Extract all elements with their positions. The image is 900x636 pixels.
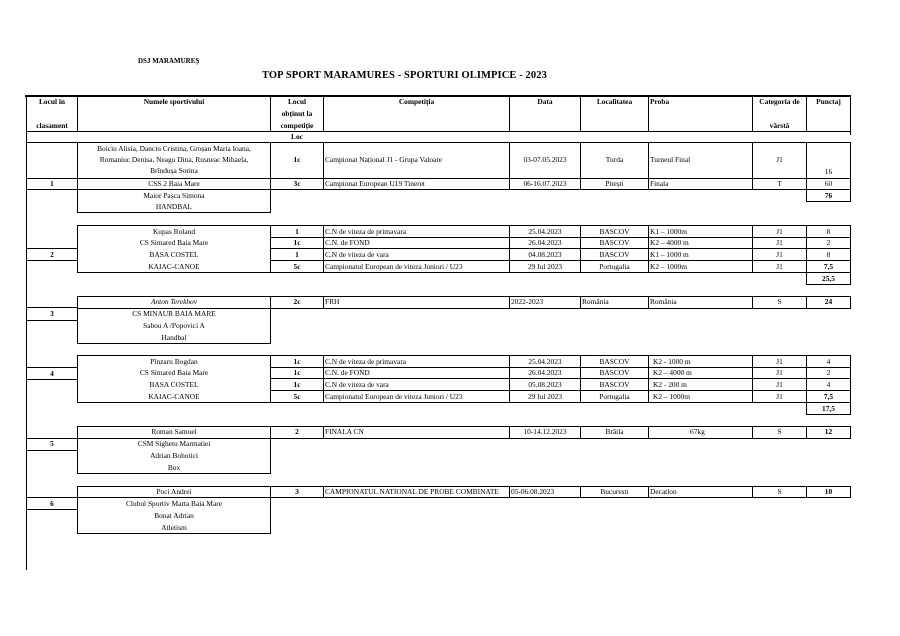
event-cell: K2 - 200 m	[653, 380, 687, 389]
place-cell: 1	[295, 250, 299, 259]
header-rank-line1: Locul în	[38, 97, 66, 106]
points-cell: 4	[826, 380, 831, 389]
date-cell: 26.04.2023	[528, 368, 562, 377]
sport-name: HANDBAL	[155, 202, 193, 211]
event-cell: K2 - 1000 m	[653, 357, 691, 366]
locality-cell: BASCOV	[599, 238, 630, 247]
club-name: CSM Sighetu Marmatiei	[137, 439, 211, 448]
competition-cell: C.N de viteza de primavara	[325, 227, 407, 236]
club-name: CS MINAUR BAIA MARE	[132, 309, 216, 318]
event-cell: Decatlon	[650, 487, 677, 496]
header-competition: Competiția	[398, 97, 435, 106]
date-cell: 2022-2023	[511, 297, 544, 306]
points-cell: 4	[826, 357, 831, 366]
club-name: Clubul Sportiv Marta Baia Mare	[125, 499, 223, 508]
header-athletes: Numele sportivului	[143, 97, 205, 106]
locality-cell: BASCOV	[599, 368, 630, 377]
points-cell: 60	[824, 179, 833, 188]
athlete-line: Roman Samuel	[151, 427, 197, 436]
header-points: Punctaj	[816, 97, 841, 106]
header-locality: Localitatea	[596, 97, 633, 106]
total-points: 25,5	[822, 274, 835, 283]
points-cell: 16	[824, 167, 833, 176]
athlete-line: Brîndușa Sorina	[150, 166, 198, 175]
date-cell: 29 Iul 2023	[527, 392, 563, 401]
club-name: CS Simared Baia Mare	[139, 368, 209, 377]
date-cell: 06-16.07.2023	[523, 179, 567, 188]
category-cell: T	[777, 179, 782, 188]
locality-cell: România	[582, 297, 609, 306]
points-cell: 2	[826, 238, 831, 247]
sport-name: Atletism	[161, 523, 187, 532]
event-cell: Turneul Final	[650, 155, 691, 164]
points-cell: 7,5	[823, 262, 834, 271]
date-cell: 25.04.2023	[528, 357, 562, 366]
competition-cell: C.N. de FOND	[325, 238, 370, 247]
category-cell: S	[777, 297, 782, 306]
points-cell: 2	[826, 368, 831, 377]
rank-cell: 5	[50, 439, 54, 448]
club-name: CSS 2 Baia Mare	[148, 179, 200, 188]
sport-name: Handbal	[161, 333, 187, 342]
coach-name: Sabou A /Popovici A	[143, 321, 205, 330]
points-cell: 8	[826, 227, 831, 236]
locality-cell: BASCOV	[599, 380, 630, 389]
athlete-line: Pînzaru Bogdan	[150, 357, 198, 366]
coach-name: BASA COSTEL	[149, 380, 199, 389]
rank-cell: 2	[50, 250, 54, 259]
competition-cell: C.N. de FOND	[325, 368, 370, 377]
total-points: 17,5	[822, 404, 835, 413]
date-cell: 04.08.2023	[528, 250, 562, 259]
category-cell: J1	[776, 380, 783, 389]
athlete-line: Kupas Roland	[152, 227, 196, 236]
header-category-line1: Categoria de	[759, 97, 800, 106]
header-date: Data	[537, 97, 553, 106]
athlete-line: Boiciu Alisia, Danciu Cristina, Groșan Maria Ioana,	[97, 144, 251, 153]
event-cell: K2 – 1000m	[653, 392, 690, 401]
athlete-line: Poci Andrei	[156, 487, 192, 496]
place-cell: 5c	[293, 392, 301, 401]
event-cell: 67kg	[690, 427, 705, 436]
points-cell: 24	[824, 297, 833, 306]
place-cell: 1c	[293, 155, 301, 164]
rank-cell: 3	[50, 309, 54, 318]
header-place-extra: Loc	[291, 132, 303, 141]
locality-cell: Portugalia	[599, 392, 630, 401]
header-rank-line2: clasament	[36, 121, 68, 130]
competition-cell: C.N de viteza de vara	[325, 250, 389, 259]
date-cell: 25.04.2023	[528, 227, 562, 236]
sport-name: KAIAC-CANOE	[148, 392, 200, 401]
locality-cell: Brăila	[605, 427, 624, 436]
rank-cell: 4	[50, 369, 54, 378]
place-cell: 3	[295, 487, 299, 496]
competition-cell: Campionatul European de viteza Juniori / U23	[325, 262, 463, 271]
category-cell: J1	[776, 392, 783, 401]
place-cell: 1c	[293, 368, 301, 377]
coach-name: Maior Pașca Simona	[143, 191, 205, 200]
category-cell: S	[777, 427, 782, 436]
event-cell: România	[650, 297, 677, 306]
category-cell: J1	[776, 368, 783, 377]
points-cell: 12	[824, 427, 833, 436]
place-cell: 3c	[293, 179, 301, 188]
total-points: 76	[824, 191, 833, 200]
points-cell: 8	[826, 250, 831, 259]
place-cell: 1c	[293, 357, 301, 366]
header-category-line2: vârstă	[769, 121, 790, 130]
place-cell: 5c	[293, 262, 301, 271]
locality-cell: BASCOV	[599, 250, 630, 259]
header-event: Proba	[650, 97, 670, 106]
place-cell: 2c	[293, 297, 301, 306]
category-cell: J1	[776, 357, 783, 366]
coach-name: BASA COSTEL	[149, 250, 199, 259]
category-cell: J1	[776, 262, 783, 271]
competition-cell: Campionat European U19 Tineret	[325, 179, 425, 188]
event-cell: K2 – 1000m	[650, 262, 687, 271]
place-cell: 1	[295, 227, 299, 236]
competition-cell: C.N de viteza de primavara	[325, 357, 407, 366]
competition-cell: Campionatul European de viteza Juniori / U23	[325, 392, 463, 401]
event-cell: K1 – 1000 m	[650, 250, 689, 259]
header-place-line1: Locul	[287, 97, 307, 106]
event-cell: K2 – 4000 m	[650, 238, 689, 247]
rank-cell: 6	[50, 499, 54, 508]
category-cell: S	[777, 487, 782, 496]
event-cell: K2 – 4000 m	[653, 368, 692, 377]
locality-cell: BASCOV	[599, 227, 630, 236]
competition-cell: FINALA CN	[325, 427, 364, 436]
document-title: TOP SPORT MARAMURES - SPORTURI OLIMPICE - 2023	[262, 70, 547, 81]
place-cell: 1c	[293, 238, 301, 247]
locality-cell: Portugalia	[599, 262, 630, 271]
locality-cell: BASCOV	[599, 357, 630, 366]
date-cell: 26.04.2023	[528, 238, 562, 247]
competition-cell: FRH	[325, 297, 340, 306]
points-cell: 10	[824, 487, 833, 496]
athlete-line: Anton Terekhov	[150, 297, 198, 306]
header-place-line3: competiție	[280, 121, 314, 130]
locality-cell: Bucuresti	[600, 487, 629, 496]
event-cell: K1 – 1000m	[650, 227, 687, 236]
athlete-line: Romaniuc Denisa, Neagu Dina, Rusneac Mihaela,	[99, 155, 249, 164]
sport-name: KAIAC-CANOE	[148, 262, 200, 271]
date-cell: 05.08.2023	[528, 380, 562, 389]
points-cell: 7,5	[823, 392, 834, 401]
date-cell: 10-14.12.2023	[523, 427, 567, 436]
place-cell: 1c	[293, 380, 301, 389]
club-name: CS Simared Baia Mare	[139, 238, 209, 247]
coach-name: Bonat Adrian	[154, 511, 194, 520]
coach-name: Adrian Bohotici	[150, 451, 198, 460]
place-cell: 2	[295, 427, 299, 436]
date-cell: 29 Iul 2023	[527, 262, 563, 271]
sport-name: Box	[167, 463, 181, 472]
locality-cell: Turda	[605, 155, 624, 164]
competition-cell: CAMPIONATUL NATIONAL DE PROBE COMBINATE	[325, 488, 499, 496]
competition-cell: C.N de viteza de vara	[325, 380, 389, 389]
rank-cell: 1	[50, 179, 54, 188]
header-place-line2: obținut la	[281, 109, 313, 118]
category-cell: J1	[776, 238, 783, 247]
organization-label: DSJ MARAMUREȘ	[138, 57, 200, 65]
category-cell: J1	[776, 227, 783, 236]
date-cell: 05-06.08.2023	[511, 487, 555, 496]
event-cell: Finala	[650, 179, 669, 188]
locality-cell: Pitești	[605, 179, 624, 188]
category-cell: J1	[776, 155, 783, 164]
date-cell: 03-07.05.2023	[523, 155, 567, 164]
category-cell: J1	[776, 250, 783, 259]
competition-cell: Campionat Național J1 - Grupa Valoare	[325, 155, 443, 164]
